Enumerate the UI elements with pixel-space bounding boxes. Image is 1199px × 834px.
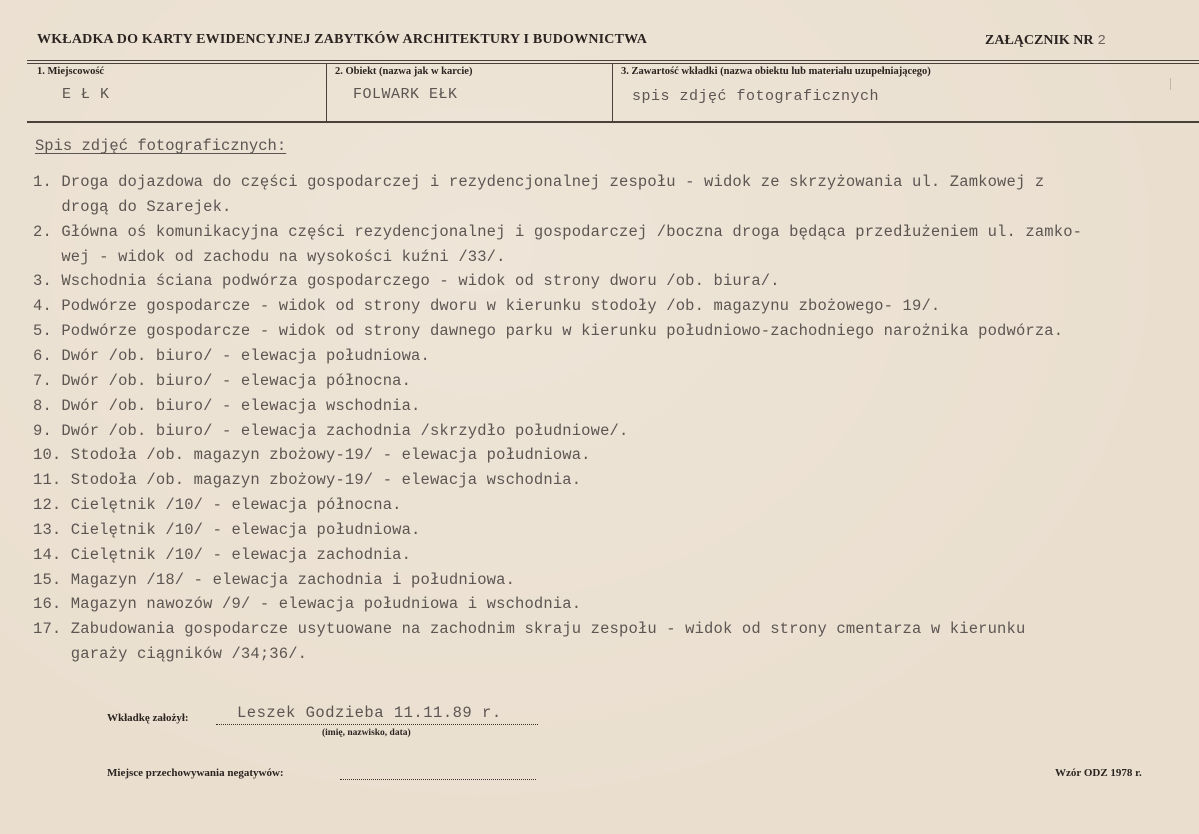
photo-list-line: drogą do Szarejek. — [33, 198, 232, 216]
photo-list-line: 3. Wschodnia ściana podwórza gospodarczego - widok od strony dworu /ob. biura/. — [33, 272, 780, 290]
founded-value: Leszek Godzieba 11.11.89 r. — [237, 704, 502, 722]
list-heading: Spis zdjęć fotograficznych: — [35, 137, 287, 155]
photo-list-line: 14. Cielętnik /10/ - elewacja zachodnia. — [33, 546, 412, 564]
founded-line — [216, 724, 538, 725]
negatives-line — [340, 779, 536, 780]
founded-label: Wkładkę założył: — [107, 712, 189, 724]
photo-list-line: 7. Dwór /ob. biuro/ - elewacja północna. — [33, 372, 412, 390]
field-value-miejscowosc: E Ł K — [62, 86, 110, 103]
field-label-miejscowosc: 1. Miejscowość — [37, 66, 105, 77]
photo-list-line: 12. Cielętnik /10/ - elewacja północna. — [33, 496, 402, 514]
field-label-zawartosc: 3. Zawartość wkładki (nazwa obiektu lub materiału uzupełniającego) — [621, 66, 931, 77]
photo-list-line: 17. Zabudowania gospodarcze usytuowane na zachodnim skraju zespołu - widok od strony cmentarza w kierunku — [33, 620, 1026, 638]
header-rule-inner — [27, 63, 1199, 64]
photo-list-line: 8. Dwór /ob. biuro/ - elewacja wschodnia. — [33, 397, 421, 415]
photo-list-line: wej - widok od zachodu na wysokości kuźni /33/. — [33, 248, 506, 266]
negatives-label: Miejsce przechowywania negatywów: — [107, 767, 284, 779]
pencil-mark — [1170, 78, 1171, 90]
field-divider-1 — [326, 63, 327, 121]
fields-rule-bottom — [27, 121, 1199, 123]
photo-list-line: 9. Dwór /ob. biuro/ - elewacja zachodnia /skrzydło południowe/. — [33, 422, 629, 440]
photo-list-line: 13. Cielętnik /10/ - elewacja południowa. — [33, 521, 421, 539]
field-divider-2 — [612, 63, 613, 121]
field-value-zawartosc: spis zdjęć fotograficznych — [632, 88, 880, 105]
attachment-number: 2 — [1097, 33, 1106, 49]
photo-list-line: garaży ciągników /34;36/. — [33, 645, 308, 663]
photo-list-line: 10. Stodoła /ob. magazyn zbożowy-19/ - elewacja południowa. — [33, 446, 591, 464]
photo-list-line: 6. Dwór /ob. biuro/ - elewacja południowa. — [33, 347, 430, 365]
header-rule-top — [27, 60, 1199, 61]
field-label-obiekt: 2. Obiekt (nazwa jak w karcie) — [335, 66, 473, 77]
attachment-label-text: ZAŁĄCZNIK NR — [985, 33, 1094, 48]
photo-list-line: 4. Podwórze gospodarcze - widok od strony dworu w kierunku stodoły /ob. magazynu zbożowego- 19/. — [33, 297, 941, 315]
form-title: WKŁADKA DO KARTY EWIDENCYJNEJ ZABYTKÓW ARCHITEKTURY I BUDOWNICTWA — [37, 32, 648, 47]
photo-list-line: 15. Magazyn /18/ - elewacja zachodnia i południowa. — [33, 571, 516, 589]
form-code: Wzór ODZ 1978 r. — [1055, 767, 1142, 779]
photo-list-line: 1. Droga dojazdowa do części gospodarczej i rezydencjonalnej zespołu - widok ze skrzyżowania ul. Zamkowej z — [33, 173, 1045, 191]
photo-list-line: 2. Główna oś komunikacyjna części rezydencjonalnej i gospodarczej /boczna droga będąca przedłużeniem ul. zamko- — [33, 223, 1083, 241]
photo-list-line: 11. Stodoła /ob. magazyn zbożowy-19/ - elewacja wschodnia. — [33, 471, 582, 489]
photo-list-line: 5. Podwórze gospodarcze - widok od strony dawnego parku w kierunku południowo-zachodniego narożnika podwórza. — [33, 322, 1064, 340]
founded-hint: (imię, nazwisko, data) — [322, 728, 411, 738]
field-value-obiekt: FOLWARK EŁK — [353, 86, 458, 103]
photo-list-line: 16. Magazyn nawozów /9/ - elewacja południowa i wschodnia. — [33, 595, 582, 613]
attachment-label — [985, 33, 1106, 49]
